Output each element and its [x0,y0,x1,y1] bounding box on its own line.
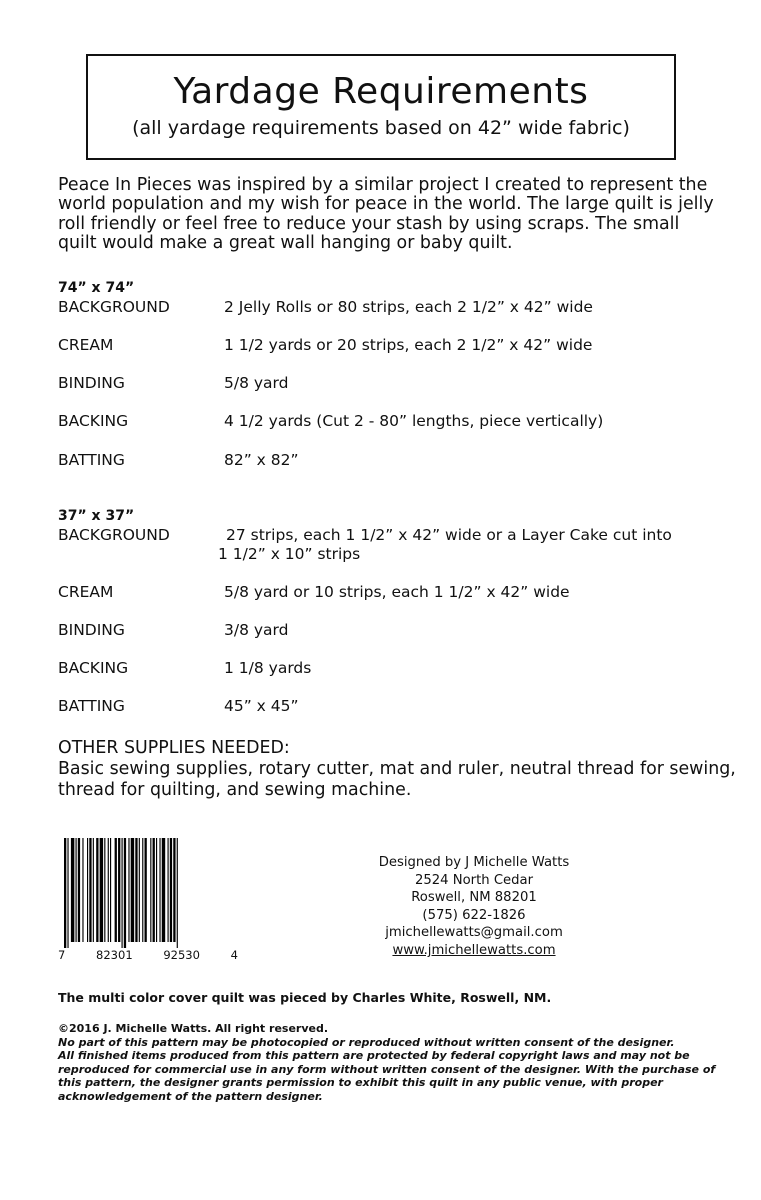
intro-paragraph: Peace In Pieces was inspired by a similar project I created to represent the world population and my wish for peace in the world. The large quilt is jelly roll friendly or feel free to reduce your stash by using scraps. The small quilt would make a great wall hanging or baby quilt. [58,175,714,254]
copyright-line: ©2016 J. Michelle Watts. All right reserved. [58,1022,329,1035]
barcode-bar [170,838,172,942]
large-row-label: CREAM [58,336,114,354]
small-row-value: 5/8 yard or 10 strips, each 1 1/2” x 42” wide [224,583,570,601]
designer-website-link[interactable]: www.jmichellewatts.com [392,942,556,958]
barcode-bar [104,838,105,942]
quilt-credit: The multi color cover quilt was pieced by Charles White, Roswell, NM. [58,990,552,1005]
barcode-bar [168,838,169,942]
designer-phone: (575) 622-1826 [422,907,526,923]
barcode-bar [89,838,91,942]
barcode-digit-group: 92530 [163,948,200,962]
barcode-bar [67,838,68,948]
barcode-bar [177,838,178,948]
other-supplies-heading: OTHER SUPPLIES NEEDED: [58,738,290,758]
barcode-bar [87,838,88,942]
designer-street: 2524 North Cedar [414,872,534,888]
barcode-bar [156,838,157,942]
barcode-bar [162,838,165,942]
barcode-bar [135,838,137,942]
barcode-bar [159,838,160,942]
page-subtitle: (all yardage requirements based on 42” wide fabric) [132,117,630,139]
large-row-label: BINDING [58,374,125,392]
barcode-bar [71,838,74,942]
barcode-bar [150,838,151,942]
title-box [86,54,676,160]
large-row-value: 4 1/2 yards (Cut 2 - 80” lengths, piece vertically) [224,412,604,430]
designer-info [360,854,588,960]
small-row-label: CREAM [58,583,114,601]
small-quilt-size: 37” x 37” [58,508,135,524]
barcode-bar [173,838,175,942]
small-row-value: 27 strips, each 1 1/2” x 42” wide or a Layer Cake cut into [226,526,672,544]
legal-line: All finished items produced from this pattern are protected by federal copyright laws and may not be reproduced for commercial use in any form without written consent of the designer. With the purchase of this pattern, the designer grants permission to exhibit this quilt in any public venue, with proper acknowledgement of the pattern designer. [58,1049,716,1103]
barcode-bar [93,838,94,942]
barcode-digits [58,948,238,962]
barcode-bar [78,838,80,942]
large-row-label: BACKGROUND [58,298,170,316]
large-row-value: 82” x 82” [224,451,299,469]
legal-line: No part of this pattern may be photocopied or reproduced without written consent of the designer. [58,1035,675,1049]
designer-name: Designed by J Michelle Watts [378,855,570,870]
small-row-value: 3/8 yard [224,621,289,639]
barcode-bar [115,838,117,942]
barcode-bar [82,838,83,942]
designer-city: Roswell, NM 88201 [411,890,537,906]
barcode-bar [153,838,155,942]
barcode-digit-group: 7 [58,948,66,962]
barcode-bar [64,838,66,948]
barcode-bar [108,838,109,942]
designer-email[interactable]: jmichellewatts@gmail.com [385,925,563,941]
barcode-bar [124,838,126,948]
large-quilt-size: 74” x 74” [58,280,135,296]
large-row-value: 2 Jelly Rolls or 80 strips, each 2 1/2” x 42” wide [224,298,593,316]
barcode-bar [96,838,98,942]
small-row-label: BINDING [58,621,125,639]
small-row-value-continued: 1 1/2” x 10” strips [218,545,361,563]
small-row-label: BATTING [58,697,125,715]
barcode-image [58,838,238,948]
large-row-value: 1 1/2 yards or 20 strips, each 2 1/2” x 42” wide [224,336,593,354]
barcode-bar [128,838,129,942]
small-row-value: 1 1/8 yards [224,659,312,677]
barcode-bar [122,838,123,948]
page-title: Yardage Requirements [173,71,589,112]
barcode-bar [118,838,120,942]
barcode-bar [139,838,140,942]
barcode-bar [145,838,147,942]
barcode-bar [76,838,77,942]
small-row-label: BACKING [58,659,129,677]
large-row-label: BATTING [58,451,125,469]
small-row-value: 45” x 45” [224,697,299,715]
barcode-bar [100,838,103,942]
barcode-bar [110,838,111,942]
other-supplies-text: Basic sewing supplies, rotary cutter, mat and ruler, neutral thread for sewing, thread for quilting, and sewing machine. [58,759,736,800]
barcode-bar [131,838,134,942]
other-supplies [58,738,738,801]
barcode-bar [142,838,143,942]
barcode-digit-group: 4 [230,948,238,962]
legal-notice [58,1022,738,1104]
large-row-label: BACKING [58,412,129,430]
barcode-digit-group: 82301 [96,948,133,962]
large-row-value: 5/8 yard [224,374,289,392]
small-row-label: BACKGROUND [58,526,170,544]
